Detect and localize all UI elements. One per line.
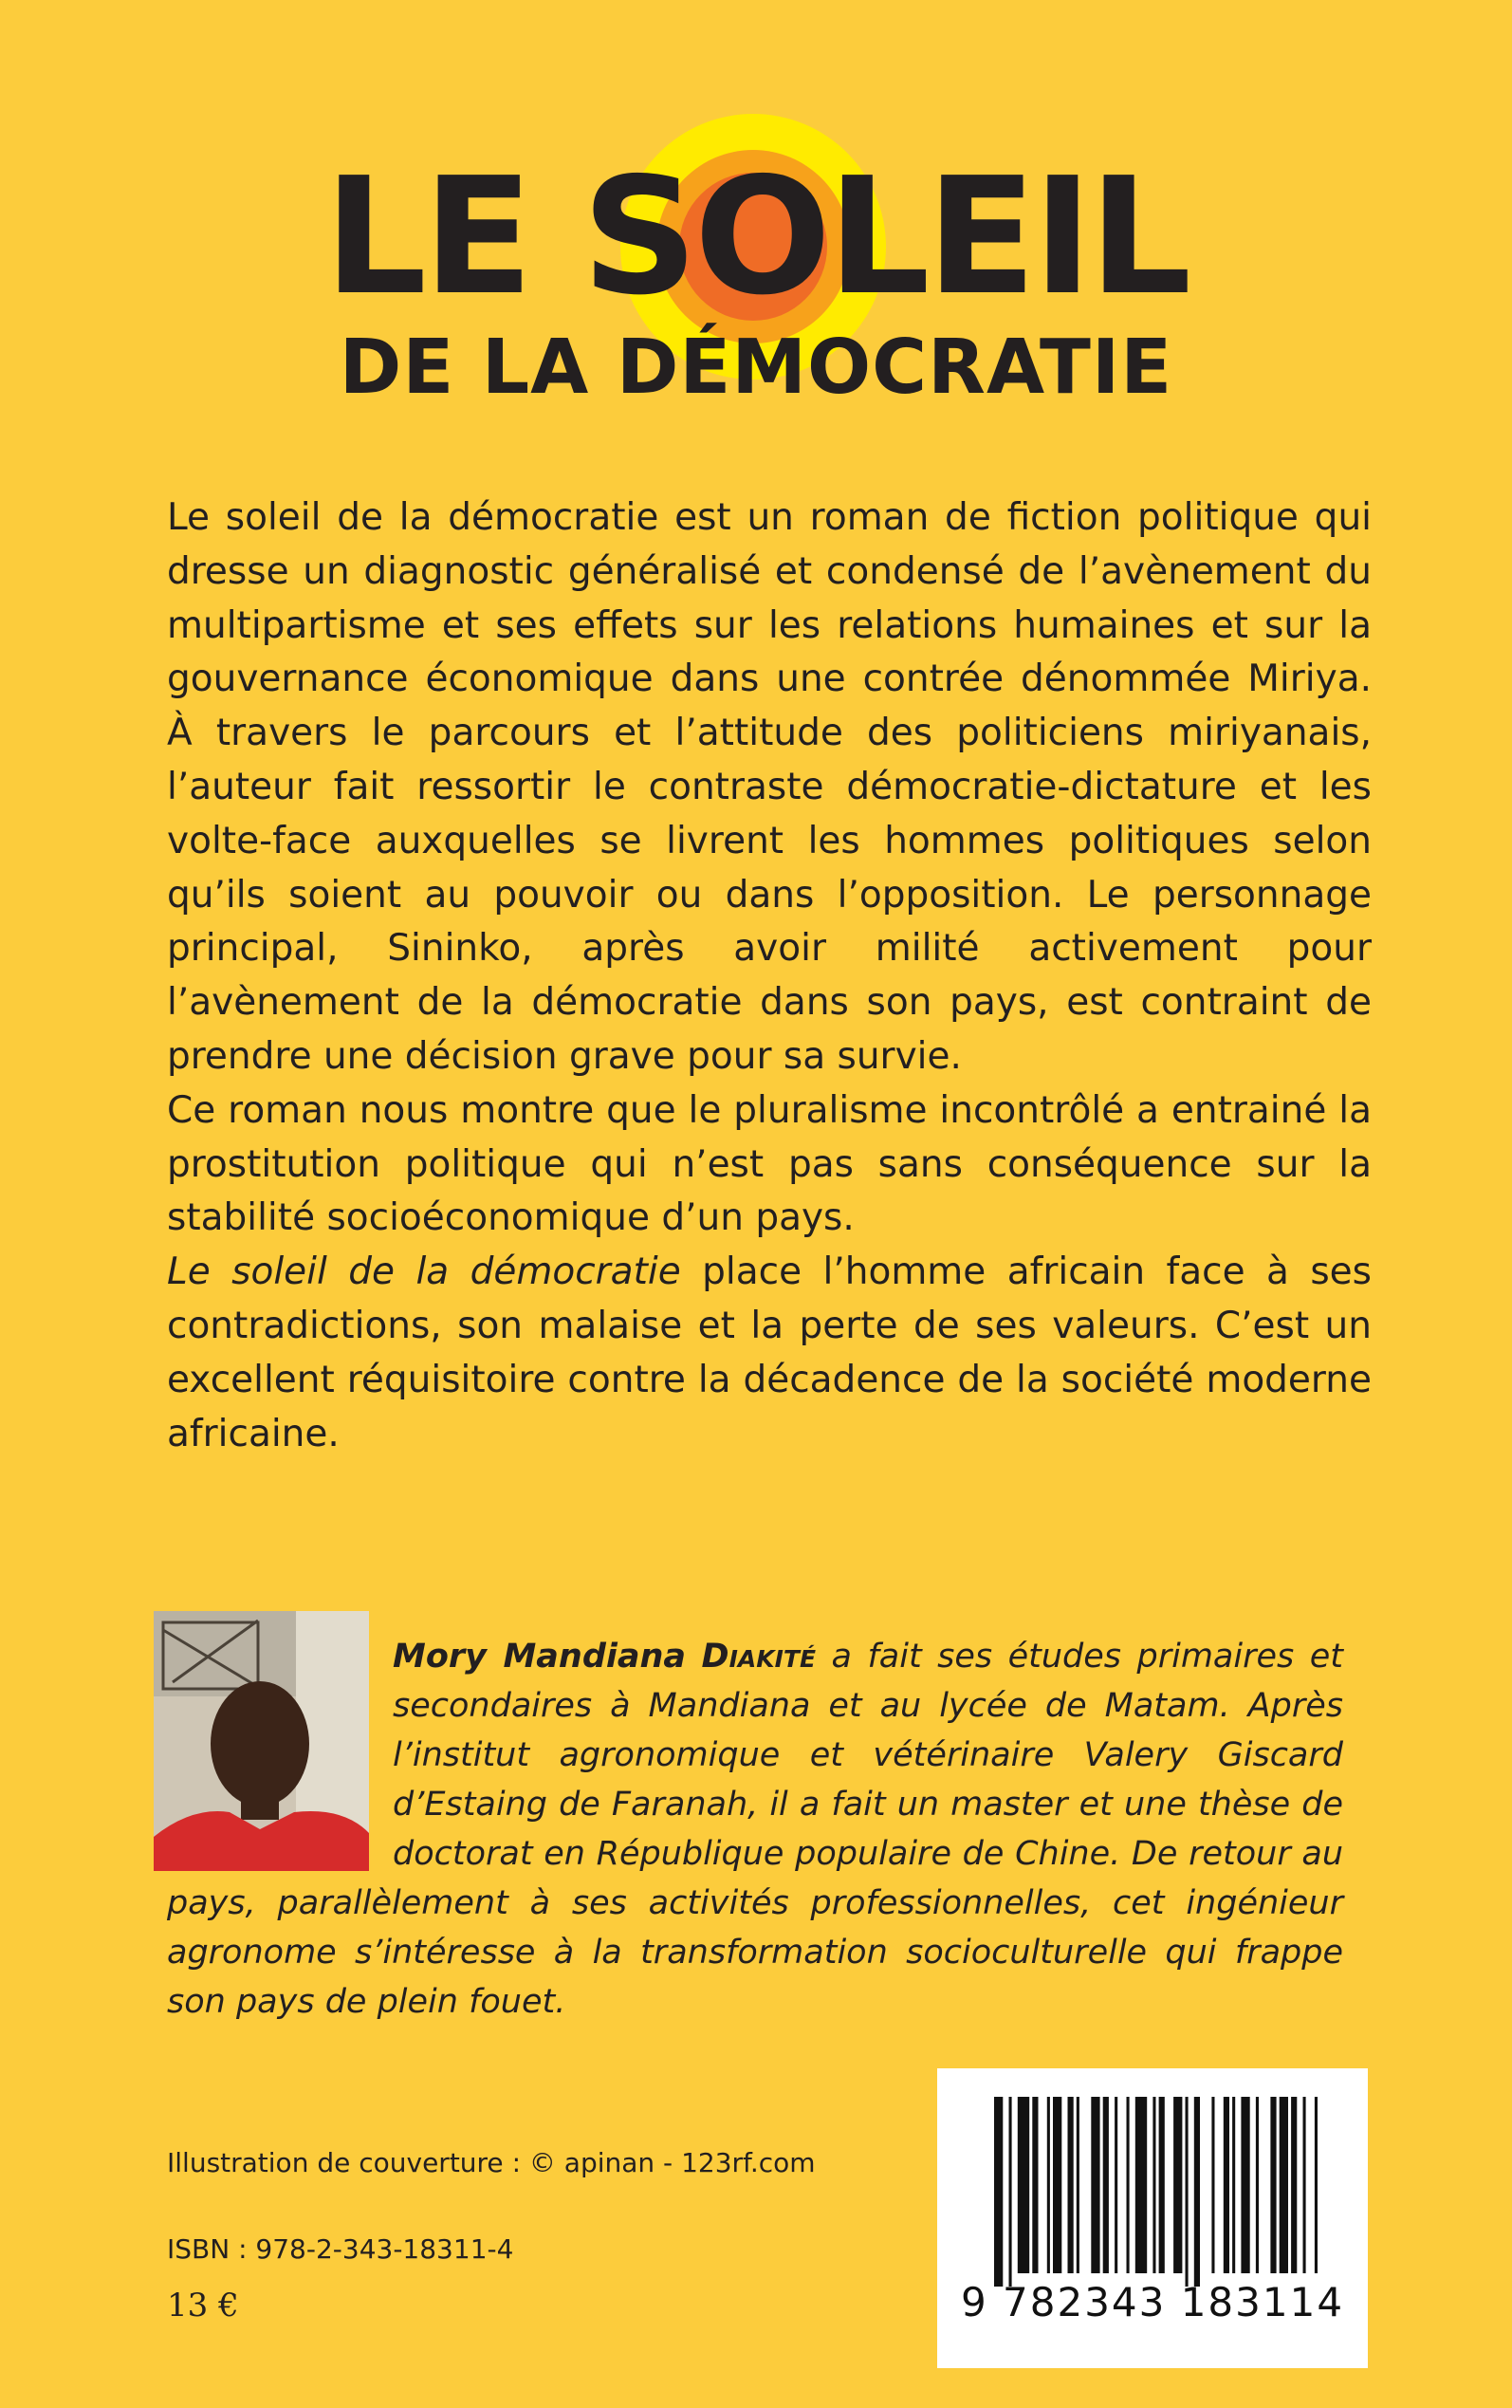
- book-title: LE SOLEIL: [323, 143, 1189, 331]
- barcode-bar: [1115, 2097, 1117, 2273]
- book-subtitle: DE LA DÉMOCRATIE: [339, 324, 1173, 411]
- synopsis-paragraph-3-text: place l’homme africain face à ses contradictions, son malaise et la perte de ses valeurs. C’est un excellent réquisitoire contre la décadence de la société moderne africaine.: [167, 1250, 1373, 1455]
- barcode-bar: [1194, 2097, 1200, 2287]
- price: 13 €: [167, 2287, 239, 2325]
- isbn: ISBN : 978-2-343-18311-4: [167, 2233, 514, 2265]
- synopsis-paragraph-1: Le soleil de la démocratie est un roman de fiction politique qui dresse un diagnostic généralisé et condensé de l’avènement du multipartisme et ses effets sur les relations humaines et sur la gouvernance économique dans une contrée dénommée Miriya. À travers le parcours et l’attitude des politiciens miriyanais, l’auteur fait ressortir le contraste démocratie-dictature et les volte-face auxquelles se livrent les hommes politiques selon qu’ils soient au pouvoir ou dans l’opposition. Le personnage principal, Sininko, après avoir milité activement pour l’avènement de la démocratie dans son pays, est contraint de prendre une décision grave pour sa survie.: [167, 496, 1372, 1078]
- barcode-bar: [1032, 2097, 1038, 2273]
- barcode-bar: [1173, 2097, 1182, 2273]
- barcode-bar: [1224, 2097, 1229, 2273]
- bio-text: a fait ses études primaires et secondaires à Mandiana et au lycée de Matam. Après l’institut agronomique et vétérinaire Valery Giscard d’Estaing de Faranah, il a fait un master et une thèse de doctorat en République populaire de Chine. De retour au pays, parallèlement à ses activités professionnelles, cet ingénieur agronome s’intéresse à la transformation socioculturelle qui frappe son pays de plein fouet.: [167, 1638, 1343, 2021]
- barcode-bar: [1232, 2097, 1235, 2273]
- barcode-bar: [1315, 2097, 1318, 2273]
- barcode-bar: [1159, 2097, 1165, 2273]
- barcode-bar: [1291, 2097, 1297, 2273]
- barcode-bar: [1211, 2097, 1214, 2273]
- barcode-bar: [1068, 2097, 1074, 2273]
- barcode-bar: [1103, 2097, 1109, 2273]
- barcode-bar: [1077, 2097, 1079, 2273]
- author-last-name: Diakité: [701, 1638, 817, 1676]
- author-bio: [167, 1632, 1343, 2027]
- synopsis-paragraph-2: Ce roman nous montre que le pluralisme incontrôlé a entrainé la prostitution politique qui n’est pas sans conséquence sur la stabilité socioéconomique d’un pays.: [167, 1088, 1372, 1240]
- barcode-bar: [1009, 2097, 1012, 2287]
- barcode-bar: [1053, 2097, 1061, 2273]
- bio-photo-spacer: [167, 1632, 393, 1839]
- barcode: [937, 2068, 1368, 2368]
- synopsis-title-italic: Le soleil de la démocratie: [167, 1250, 681, 1294]
- barcode-bar: [994, 2097, 1003, 2287]
- cover-illustration-credit: Illustration de couverture : © apinan - 123rf.com: [167, 2147, 816, 2178]
- barcode-bar: [1186, 2097, 1189, 2287]
- barcode-bar: [1091, 2097, 1099, 2273]
- barcode-bar: [1303, 2097, 1306, 2273]
- barcode-bar: [1256, 2097, 1259, 2273]
- author-first-name: Mory Mandiana: [393, 1638, 687, 1676]
- barcode-bar: [1152, 2097, 1155, 2273]
- barcode-digits: 9 782343 183114: [960, 2279, 1345, 2325]
- barcode-bar: [1047, 2097, 1050, 2273]
- barcode-bar: [1270, 2097, 1276, 2273]
- synopsis: [167, 491, 1372, 1461]
- synopsis-paragraph-3: [167, 1246, 1372, 1461]
- cover-title: [0, 0, 1512, 436]
- barcode-bar: [1241, 2097, 1249, 2273]
- barcode-bar: [1280, 2097, 1288, 2273]
- barcode-bar: [1018, 2097, 1029, 2273]
- barcode-bar: [1135, 2097, 1147, 2273]
- barcode-bar: [1127, 2097, 1130, 2273]
